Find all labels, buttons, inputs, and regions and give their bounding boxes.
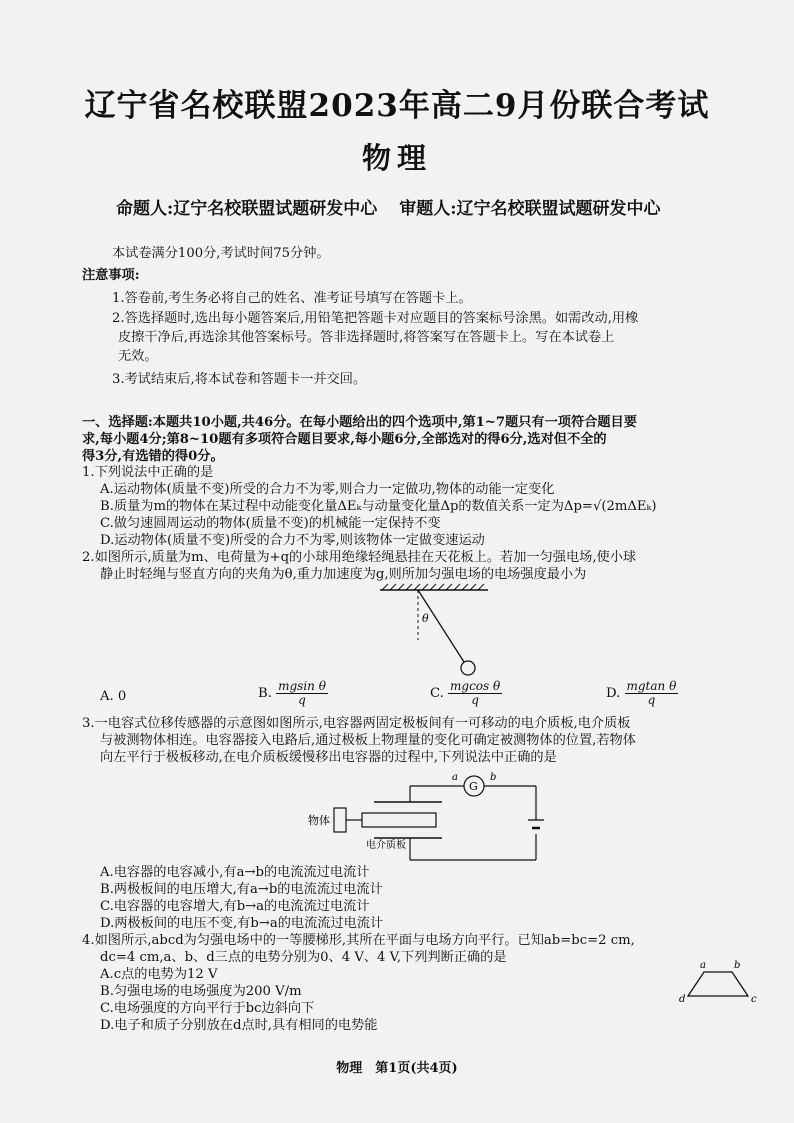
vertex-c-label: c xyxy=(751,994,757,1005)
string xyxy=(418,590,464,662)
fraction: $\frac{\text{mgcos θ}}{q}$ xyxy=(450,679,501,707)
note-item: 无效。 xyxy=(118,349,158,364)
object-block xyxy=(334,808,346,832)
q4-stem: dc=4 cm,a、b、d三点的电势分别为0、4 V、4 V,下列判断正确的是 xyxy=(100,950,507,965)
q3-option-c: C.电容器的电容增大,有b→a的电流流过电流计 xyxy=(100,899,370,914)
q1-option-a: A.运动物体(质量不变)所受的合力不为零,则合力一定做功,物体的动能一定变化 xyxy=(100,482,555,497)
dielectric-label: 电介质板 xyxy=(366,840,406,851)
vertex-d-label: d xyxy=(679,994,686,1005)
galvanometer-label: G xyxy=(469,780,478,793)
section-heading: 求,每小题4分;第8~10题有多项符合题目要求,每小题6分,全部选对的得6分,选对但不全的 xyxy=(82,432,607,447)
ceiling-hatching xyxy=(382,584,484,590)
q2-stem: 静止时轻绳与竖直方向的夹角为θ,重力加速度为g,则所加匀强电场的电场强度最小为 xyxy=(100,567,587,582)
vertex-a-label: a xyxy=(700,960,706,971)
note-item: 3.考试结束后,将本试卷和答题卡一并交回。 xyxy=(112,372,367,387)
note-item: 2.答选择题时,选出每小题答案后,用铅笔把答题卡对应题目的答案标号涂黑。如需改动,用橡 xyxy=(112,311,639,326)
object-label: 物体 xyxy=(308,814,330,827)
exam-subject: 物理 xyxy=(361,141,432,175)
q4-trapezoid-figure xyxy=(676,958,766,1008)
ball xyxy=(461,661,475,675)
fraction: $\frac{\text{mgsin θ}}{q}$ xyxy=(278,679,326,707)
q3-capacitor-figure xyxy=(300,768,560,868)
q3-stem: 与被测物体相连。电容器接入电路后,通过极板上物理量的变化可确定被测物体的位置,若物体 xyxy=(100,733,636,748)
section-heading: 一、选择题:本题共10小题,共46分。在每小题给出的四个选项中,第1~7题只有一项符合题目要 xyxy=(82,415,637,430)
note-item: 皮擦干净后,再选涂其他答案标号。答非选择题时,将答案写在答题卡上。写在本试卷上 xyxy=(118,330,615,345)
q2-pendulum-figure xyxy=(370,582,510,682)
trapezoid xyxy=(688,972,748,996)
setter: 命题人:辽宁名校联盟试题研发中心 xyxy=(116,199,378,219)
q1-stem: 1.下列说法中正确的是 xyxy=(82,465,214,480)
q3-stem: 向左平行于极板移动,在电介质板缓慢移出电容器的过程中,下列说法中正确的是 xyxy=(100,750,557,765)
section-heading: 得3分,有选错的得0分。 xyxy=(82,449,224,464)
q2-option-c: C. $\frac{\text{mgcos θ}}{q}$ xyxy=(430,679,501,707)
reviewer: 审题人:辽宁名校联盟试题研发中心 xyxy=(399,199,661,219)
q4-option-d: D.电子和质子分别放在d点时,具有相同的电势能 xyxy=(100,1018,378,1033)
page-footer: 物理 第1页(共4页) xyxy=(336,1061,458,1076)
fraction: $\frac{\text{mgtan θ}}{q}$ xyxy=(626,679,677,707)
q1-option-d: D.运动物体(质量不变)所受的合力不为零,则该物体一定做变速运动 xyxy=(100,533,485,548)
point-b-label: b xyxy=(490,772,497,783)
q4-option-c: C.电场强度的方向平行于bc边斜向下 xyxy=(100,1001,315,1016)
q4-option-a: A.c点的电势为12 V xyxy=(100,967,218,982)
q3-stem: 3.一电容式位移传感器的示意图如图所示,电容器两固定极板间有一可移动的电介质板,电介质板 xyxy=(82,716,631,731)
q2-option-a: A. 0 xyxy=(100,689,127,704)
q2-option-d: D. $\frac{\text{mgtan θ}}{q}$ xyxy=(606,679,677,707)
q3-option-d: D.两极板间的电压不变,有b→a的电流流过电流计 xyxy=(100,916,384,931)
notes-heading: 注意事项: xyxy=(82,268,140,283)
q4-option-b: B.匀强电场的电场强度为200 V/m xyxy=(100,984,302,999)
dielectric-plate xyxy=(362,813,436,827)
q3-option-a: A.电容器的电容减小,有a→b的电流流过电流计 xyxy=(100,865,370,880)
point-a-label: a xyxy=(452,772,458,783)
angle-label: θ xyxy=(422,612,429,625)
authors-line xyxy=(116,194,776,219)
note-item: 1.答卷前,考生务必将自己的姓名、准考证号填写在答题卡上。 xyxy=(112,291,472,306)
q2-stem: 2.如图所示,质量为m、电荷量为+q的小球用绝缘轻绳悬挂在天花板上。若加一匀强电场,使小球 xyxy=(82,550,637,565)
q4-stem: 4.如图所示,abcd为匀强电场中的一等腰梯形,其所在平面与电场方向平行。已知ab=bc=2 cm, xyxy=(82,933,635,948)
q3-option-b: B.两极板间的电压增大,有a→b的电流流过电流计 xyxy=(100,882,383,897)
vertex-b-label: b xyxy=(734,960,741,971)
q1-option-c: C.做匀速圆周运动的物体(质量不变)的机械能一定保持不变 xyxy=(100,516,441,531)
q1-option-b: B.质量为m的物体在某过程中动能变化量ΔEₖ与动量变化量Δp的数值关系一定为Δp=√(2mΔEₖ) xyxy=(100,499,657,514)
exam-title: 辽宁省名校联盟2023年高二9月份联合考试 xyxy=(84,88,710,124)
q2-option-b: B. $\frac{\text{mgsin θ}}{q}$ xyxy=(258,679,326,707)
intro-text: 本试卷满分100分,考试时间75分钟。 xyxy=(112,246,330,261)
